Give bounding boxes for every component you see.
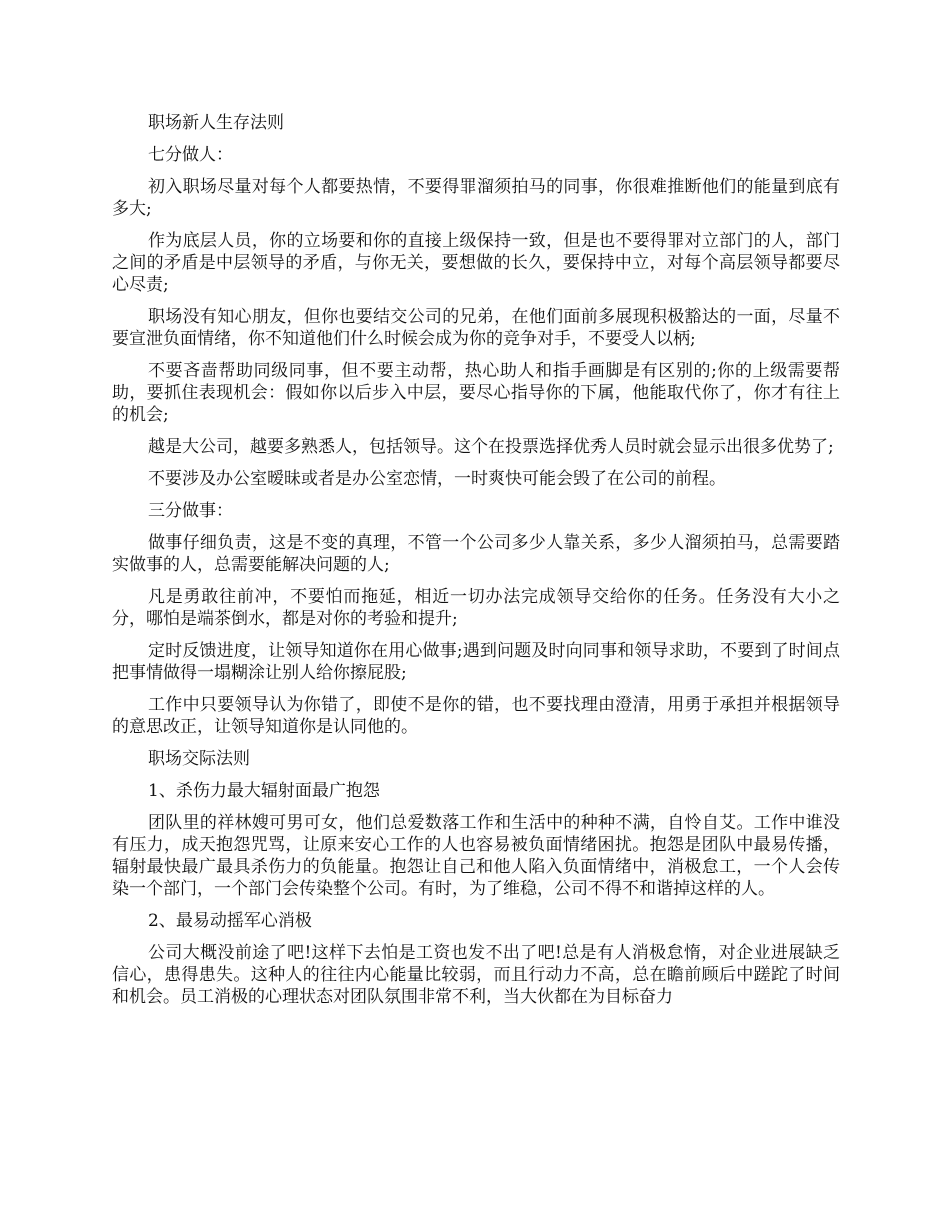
paragraph: 凡是勇敢往前冲，不要怕而拖延，相近一切办法完成领导交给你的任务。任务没有大小之分，哪怕是端茶倒水，都是对你的考验和提升; — [112, 587, 840, 629]
heading-newcomer-rules: 职场新人生存法则 — [148, 113, 284, 133]
paragraph: 公司大概没前途了吧!这样下去怕是工资也发不出了吧!总是有人消极怠惰，对企业进展缺乏信心，患得患失。这种人的往往内心能量比较弱，而且行动力不高，总在瞻前顾后中蹉跎了时间和机会。员工消极的心理状态对团队氛围非常不利，当大伙都在为目标奋力 — [112, 943, 840, 1007]
paragraph: 越是大公司，越要多熟悉人，包括领导。这个在投票选择优秀人员时就会显示出很多优势了; — [148, 437, 834, 457]
paragraph: 不要吝啬帮助同级同事，但不要主动帮，热心助人和指手画脚是有区别的;你的上级需要帮助，要抓住表现机会：假如你以后步入中层，要尽心指导你的下属，他能取代你了，你才有往上的机会; — [112, 361, 840, 425]
paragraph: 初入职场尽量对每个人都要热情，不要得罪溜须拍马的同事，你很难推断他们的能量到底有多大; — [112, 177, 840, 219]
subheading-seventy-percent-person: 七分做人： — [148, 145, 233, 165]
paragraph: 作为底层人员，你的立场要和你的直接上级保持一致，但是也不要得罪对立部门的人，部门之间的矛盾是中层领导的矛盾，与你无关，要想做的长久，要保持中立，对每个高层领导都要尽心尽责; — [112, 231, 840, 295]
document-page — [112, 112, 840, 1018]
heading-workplace-social-rules: 职场交际法则 — [148, 749, 250, 769]
paragraph: 不要涉及办公室暧昧或者是办公室恋情，一时爽快可能会毁了在公司的前程。 — [148, 469, 726, 489]
paragraph: 团队里的祥林嫂可男可女，他们总爱数落工作和生活中的种种不满，自怜自艾。工作中谁没有压力，成天抱怨咒骂，让原来安心工作的人也容易被负面情绪困扰。抱怨是团队中最易传播，辐射最快最广最具杀伤力的负能量。抱怨让自己和他人陷入负面情绪中，消极怠工，一个人会传染一个部门，一个部门会传染整个公司。有时，为了维稳，公司不得不和谐掉这样的人。 — [112, 813, 840, 899]
paragraph: 定时反馈进度，让领导知道你在用心做事;遇到问题及时向同事和领导求助，不要到了时间点把事情做得一塌糊涂让别人给你擦屁股; — [112, 641, 840, 683]
subheading-negativity: 2、最易动摇军心消极 — [148, 911, 312, 931]
subheading-complaining: 1、杀伤力最大辐射面最广抱怨 — [148, 781, 380, 801]
paragraph: 职场没有知心朋友，但你也要结交公司的兄弟，在他们面前多展现积极豁达的一面，尽量不要宣泄负面情绪，你不知道他们什么时候会成为你的竞争对手，不要受人以柄; — [112, 307, 840, 349]
paragraph: 做事仔细负责，这是不变的真理，不管一个公司多少人靠关系，多少人溜须拍马，总需要踏实做事的人，总需要能解决问题的人; — [112, 533, 840, 575]
paragraph: 工作中只要领导认为你错了，即使不是你的错，也不要找理由澄清，用勇于承担并根据领导的意思改正，让领导知道你是认同他的。 — [112, 695, 840, 737]
subheading-thirty-percent-work: 三分做事： — [148, 501, 233, 521]
